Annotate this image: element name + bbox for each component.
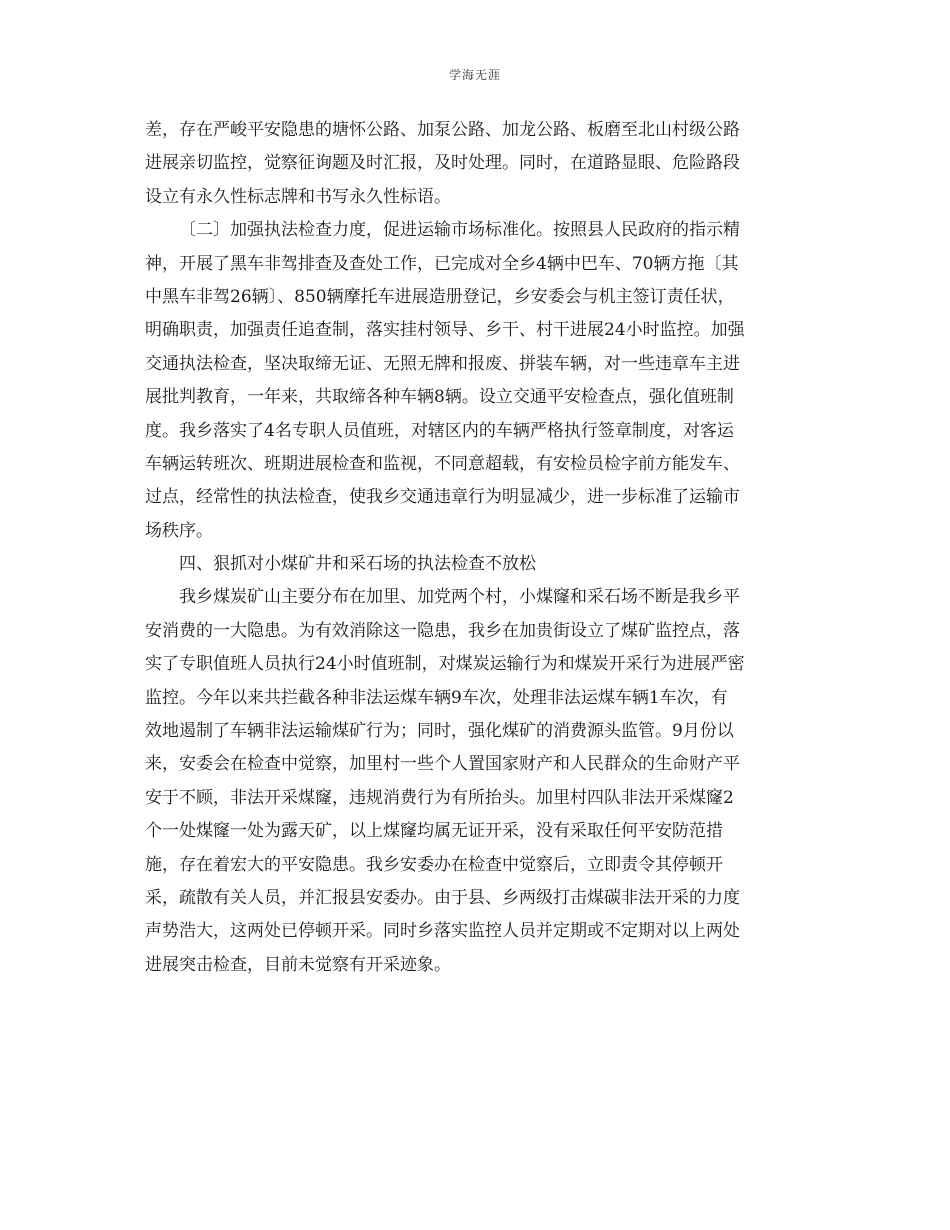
text-line: 采，疏散有关人员，并汇报县安委办。由于县、乡两级打击煤碳非法开采的力度 [145, 887, 740, 908]
text-line: 度。我乡落实了4名专职人员值班，对辖区内的车辆严格执行签章制度，对客运 [145, 420, 734, 441]
text-line: 声势浩大，这两处已停顿开采。同时乡落实监控人员并定期或不定期对以上两处 [145, 921, 740, 942]
text-line: 〔二〕加强执法检查力度，促进运输市场标准化。按照县人民政府的指示精 [179, 220, 740, 241]
text-line: 展批判教育，一年来，共取缔各种车辆8辆。设立交通平安检查点，强化值班制 [145, 387, 734, 408]
text-line: 来，安委会在检查中觉察，加里村一些个人置国家财产和人民群众的生命财产平 [145, 754, 740, 775]
text-line: 差，存在严峻平安隐患的塘怀公路、加泵公路、加龙公路、板磨至北山村级公路 [145, 120, 740, 140]
text-line: 中黑车非驾26辆〕、850辆摩托车进展造册登记，乡安委会与机主签订责任状， [145, 286, 735, 307]
page-header: 学海无涯 [448, 68, 501, 82]
text-line: 进展亲切监控，觉察征询题及时汇报，及时处理。同时，在道路显眼、危险路段 [145, 153, 740, 174]
text-line: 实了专职值班人员执行24小时值班制，对煤炭运输行为和煤炭开采行为进展严密 [145, 654, 745, 675]
text-line: 神，开展了黑车非驾排查及查处工作，已完成对全乡4辆中巴车、70辆方拖〔其 [145, 253, 739, 274]
text-line: 施，存在着宏大的平安隐患。我乡安委办在检查中觉察后，立即责令其停顿开 [145, 854, 723, 875]
text-line: 安消费的一大隐患。为有效消除这一隐患，我乡在加贵街设立了煤矿监控点，落 [145, 620, 740, 641]
text-line: 四、狠抓对小煤矿井和采石场的执法检查不放松 [179, 554, 536, 575]
text-line: 场秩序。 [145, 520, 213, 541]
text-line: 车辆运转班次、班期进展检查和监视，不同意超载，有安检员检字前方能发车、 [145, 453, 740, 474]
document-body [145, 114, 803, 982]
text-line: 我乡煤炭矿山主要分布在加里、加党两个村，小煤窿和采石场不断是我乡平 [179, 587, 740, 608]
text-line: 设立有永久性标志牌和书写永久性标语。 [145, 186, 451, 207]
text-line: 交通执法检查，坚决取缔无证、无照无牌和报废、拼装车辆，对一些违章车主进 [145, 353, 740, 374]
text-line: 效地遏制了车辆非法运输煤矿行为；同时，强化煤矿的消费源头监管。9月份以 [145, 721, 734, 742]
text-line: 过点，经常性的执法检查，使我乡交通违章行为明显减少，进一步标准了运输市 [145, 487, 740, 508]
text-line: 安于不顾，非法开采煤窿，违规消费行为有所抬头。加里村四队非法开采煤窿2 [145, 787, 734, 808]
text-line: 明确职责，加强责任追查制，落实挂村领导、乡干、村干进展24小时监控。加强 [145, 320, 745, 341]
text-line: 个一处煤窿一处为露天矿，以上煤窿均属无证开采，没有采取任何平安防范措 [145, 821, 723, 842]
text-line: 进展突击检查，目前未觉察有开采迹象。 [145, 954, 451, 975]
text-line: 监控。今年以来共拦截各种非法运煤车辆9车次，处理非法运煤车辆1车次，有 [145, 687, 728, 708]
